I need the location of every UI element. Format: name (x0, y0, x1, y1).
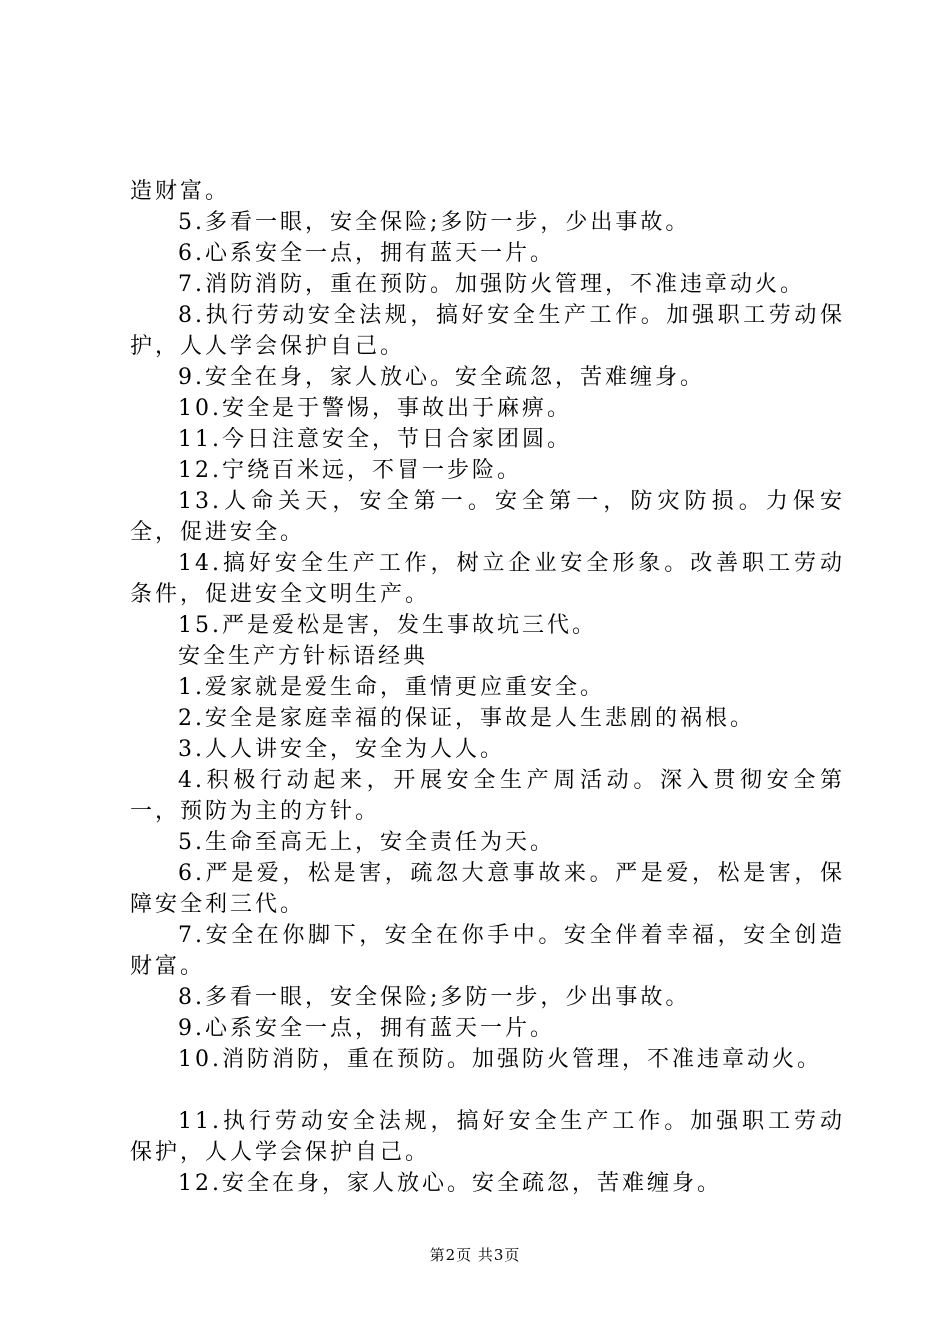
paragraph: 造财富。 (130, 179, 231, 204)
paragraph: 14.搞好安全生产工作，树立企业安全形象。改善职工劳动条件，促进安全文明生产。 (130, 551, 845, 607)
paragraph: 安全生产方针标语经典 (178, 644, 429, 669)
paragraph: 11.今日注意安全，节日合家团圆。 (178, 427, 572, 452)
paragraph: 1.爱家就是爱生命，重情更应重安全。 (178, 675, 605, 700)
paragraph: 6.严是爱，松是害，疏忽大意事故来。严是爱，松是害，保障安全利三代。 (130, 861, 845, 917)
paragraph: 8.执行劳动安全法规，搞好安全生产工作。加强职工劳动保护，人人学会保护自己。 (130, 303, 845, 359)
paragraph: 12.安全在身，家人放心。安全疏忽，苦难缠身。 (178, 1171, 722, 1196)
paragraph: 9.心系安全一点，拥有蓝天一片。 (178, 1016, 555, 1041)
paragraph: 5.多看一眼，安全保险;多防一步，少出事故。 (178, 210, 691, 235)
paragraph: 3.人人讲安全，安全为人人。 (178, 737, 505, 762)
paragraph: 9.安全在身，家人放心。安全疏忽，苦难缠身。 (178, 365, 705, 390)
paragraph: 15.严是爱松是害，发生事故坑三代。 (178, 613, 597, 638)
paragraph: 5.生命至高无上，安全责任为天。 (178, 830, 555, 855)
paragraph: 7.安全在你脚下，安全在你手中。安全伴着幸福，安全创造财富。 (130, 923, 845, 979)
paragraph: 11.执行劳动安全法规，搞好安全生产工作。加强职工劳动保护，人人学会保护自己。 (130, 1109, 845, 1165)
paragraph: 12.宁绕百米远，不冒一步险。 (178, 458, 522, 483)
paragraph: 10.安全是于警惕，事故出于麻痹。 (178, 396, 572, 421)
paragraph: 10.消防消防，重在预防。加强防火管理，不准违章动火。 (178, 1047, 822, 1072)
paragraph: 13.人命关天，安全第一。安全第一，防灾防损。力保安全，促进安全。 (130, 489, 845, 545)
paragraph: 2.安全是家庭幸福的保证，事故是人生悲剧的祸根。 (178, 706, 755, 731)
paragraph: 6.心系安全一点，拥有蓝天一片。 (178, 241, 555, 266)
paragraph: 7.消防消防，重在预防。加强防火管理，不准违章动火。 (178, 272, 805, 297)
paragraph: 8.多看一眼，安全保险;多防一步，少出事故。 (178, 985, 691, 1010)
paragraph: 4.积极行动起来，开展安全生产周活动。深入贯彻安全第一，预防为主的方针。 (130, 768, 845, 824)
page-footer: 第2页 共3页 (429, 1246, 521, 1264)
